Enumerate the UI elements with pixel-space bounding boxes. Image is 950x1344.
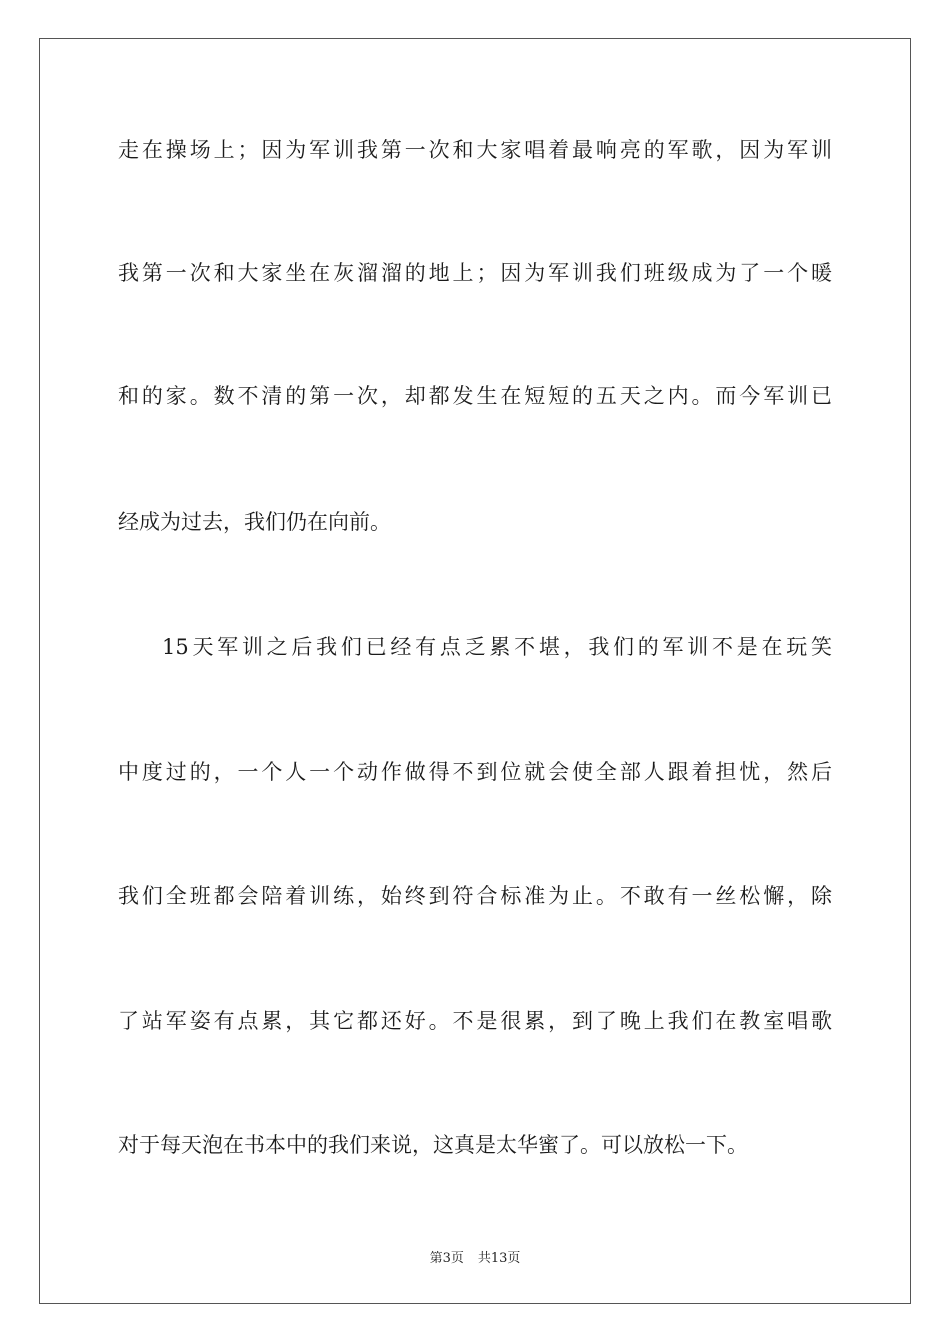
text-line-3: 和的家。数不清的第一次，却都发生在短短的五天之内。而今军训已 xyxy=(118,384,832,408)
page-total: 共13页 xyxy=(477,1251,521,1266)
page-number: 第3页 xyxy=(429,1251,464,1266)
text-line-6: 中度过的，一个人一个动作做得不到位就会使全部人跟着担忧，然后 xyxy=(118,760,832,784)
text-line-4: 经成为过去，我们仍在向前。 xyxy=(118,510,391,534)
text-line-9: 对于每天泡在书本中的我们来说，这真是太华蜜了。可以放松一下。 xyxy=(118,1133,748,1157)
text-line-8: 了站军姿有点累，其它都还好。不是很累，到了晚上我们在教室唱歌 xyxy=(118,1009,832,1033)
page-border xyxy=(39,38,911,1304)
text-line-5: 15天军训之后我们已经有点乏累不堪，我们的军训不是在玩笑 xyxy=(162,635,832,659)
text-line-2: 我第一次和大家坐在灰溜溜的地上；因为军训我们班级成为了一个暖 xyxy=(118,261,832,285)
page-footer xyxy=(0,1247,950,1266)
text-line-1: 走在操场上；因为军训我第一次和大家唱着最响亮的军歌，因为军训 xyxy=(118,138,832,162)
text-line-7: 我们全班都会陪着训练，始终到符合标准为止。不敢有一丝松懈，除 xyxy=(118,884,832,908)
